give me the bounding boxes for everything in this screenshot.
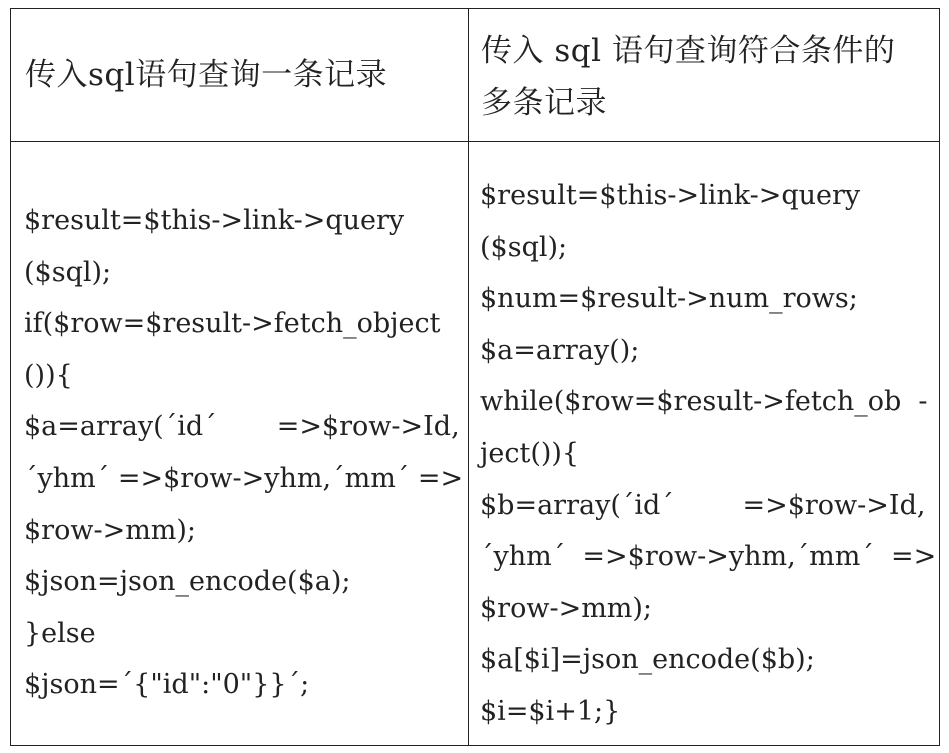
code-line: $a[$i]=json_encode($b);: [480, 644, 815, 676]
code-line: $a=array(´id´ =>$row->Id,: [24, 411, 460, 443]
header-divider: [11, 141, 939, 142]
header-left-text: 传入sql语句查询一条记录: [25, 57, 388, 93]
code-line: $result=$this->link->query: [24, 205, 405, 236]
code-line: ject()){: [480, 437, 580, 469]
code-line: $num=$result->num_rows;: [480, 283, 858, 315]
code-line: while($row=$result->fetch_ob -: [480, 386, 928, 418]
code-line: ´yhm´ =>$row->yhm,´mm´ =>: [480, 541, 937, 573]
code-line: ()){: [24, 359, 73, 391]
header-left-cell: [25, 9, 465, 141]
code-right-cell: [480, 170, 936, 738]
code-line: $i=$i+1;}: [480, 695, 621, 727]
code-line: $row->mm);: [480, 592, 653, 624]
header-right-line: 多条记录: [481, 85, 607, 121]
code-line: if($row=$result->fetch_object: [24, 308, 441, 340]
code-line: ´yhm´ =>$row->yhm,´mm´ =>: [24, 462, 464, 494]
code-line: $row->mm);: [24, 514, 197, 546]
code-comparison-table: [10, 8, 940, 746]
code-line: $a=array();: [480, 334, 640, 366]
code-line: $json=´{"id":"0"}}´;: [24, 669, 310, 701]
code-line: $json=json_encode($a);: [24, 566, 351, 598]
header-right-line: 传入 sql 语句查询符合条件的: [481, 33, 896, 69]
code-line: }else: [24, 617, 96, 649]
code-line: ($sql);: [24, 256, 112, 288]
code-line: $result=$this->link->query: [480, 180, 861, 211]
code-line: ($sql);: [480, 231, 568, 263]
header-right-cell: [481, 25, 936, 129]
code-left-cell: [24, 195, 464, 711]
column-divider: [468, 9, 469, 745]
code-line: $b=array(´id´ =>$row->Id,: [480, 489, 926, 521]
